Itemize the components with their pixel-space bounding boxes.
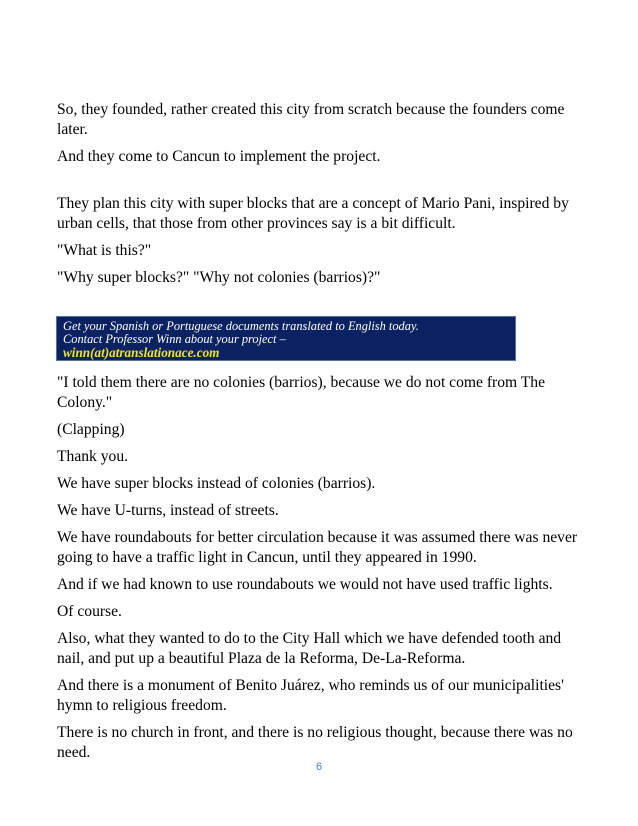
paragraph: We have roundabouts for better circulation because it was assumed there was never going to have a traffic light in Cancun, until they appeared in 1990. [57,529,578,566]
paragraph: We have super blocks instead of colonies (barrios). [57,475,376,492]
paragraph: "I told them there are no colonies (barrios), because we do not come from The Colony." [57,374,546,411]
paragraph: "What is this?" [57,242,152,259]
text-block-bottom [57,373,587,763]
paragraph: And they come to Cancun to implement the project. [57,148,381,165]
paragraph: They plan this city with super blocks that are a concept of Mario Pani, inspired by urban cells, that those from other provinces say is a bit difficult. [57,195,569,232]
paragraph: Of course. [57,603,122,620]
paragraph: And there is a monument of Benito Juárez, who reminds us of our municipalities' hymn to religious freedom. [57,677,564,714]
translation-ad-banner [56,316,516,361]
page-number: 6 [315,761,323,773]
ad-line-1: Get your Spanish or Portuguese documents translated to English today. [63,319,419,333]
ad-line-2: Contact Professor Winn about your project – [63,332,286,346]
paragraph: And if we had known to use roundabouts we would not have used traffic lights. [57,576,553,593]
paragraph: "Why super blocks?" "Why not colonies (barrios)?" [57,269,381,286]
ad-email: winn(at)atranslationace.com [63,345,220,360]
text-block-top [57,100,587,288]
paragraph: (Clapping) [57,421,125,438]
paragraph: We have U-turns, instead of streets. [57,502,279,519]
paragraph: Thank you. [57,448,129,465]
paragraph: Also, what they wanted to do to the City Hall which we have defended tooth and nail, and put up a beautiful Plaza de la Reforma, De-La-Reforma. [57,630,562,667]
paragraph: So, they founded, rather created this city from scratch because the founders come later. [57,101,565,138]
paragraph: There is no church in front, and there is no religious thought, because there was no need. [57,724,573,761]
